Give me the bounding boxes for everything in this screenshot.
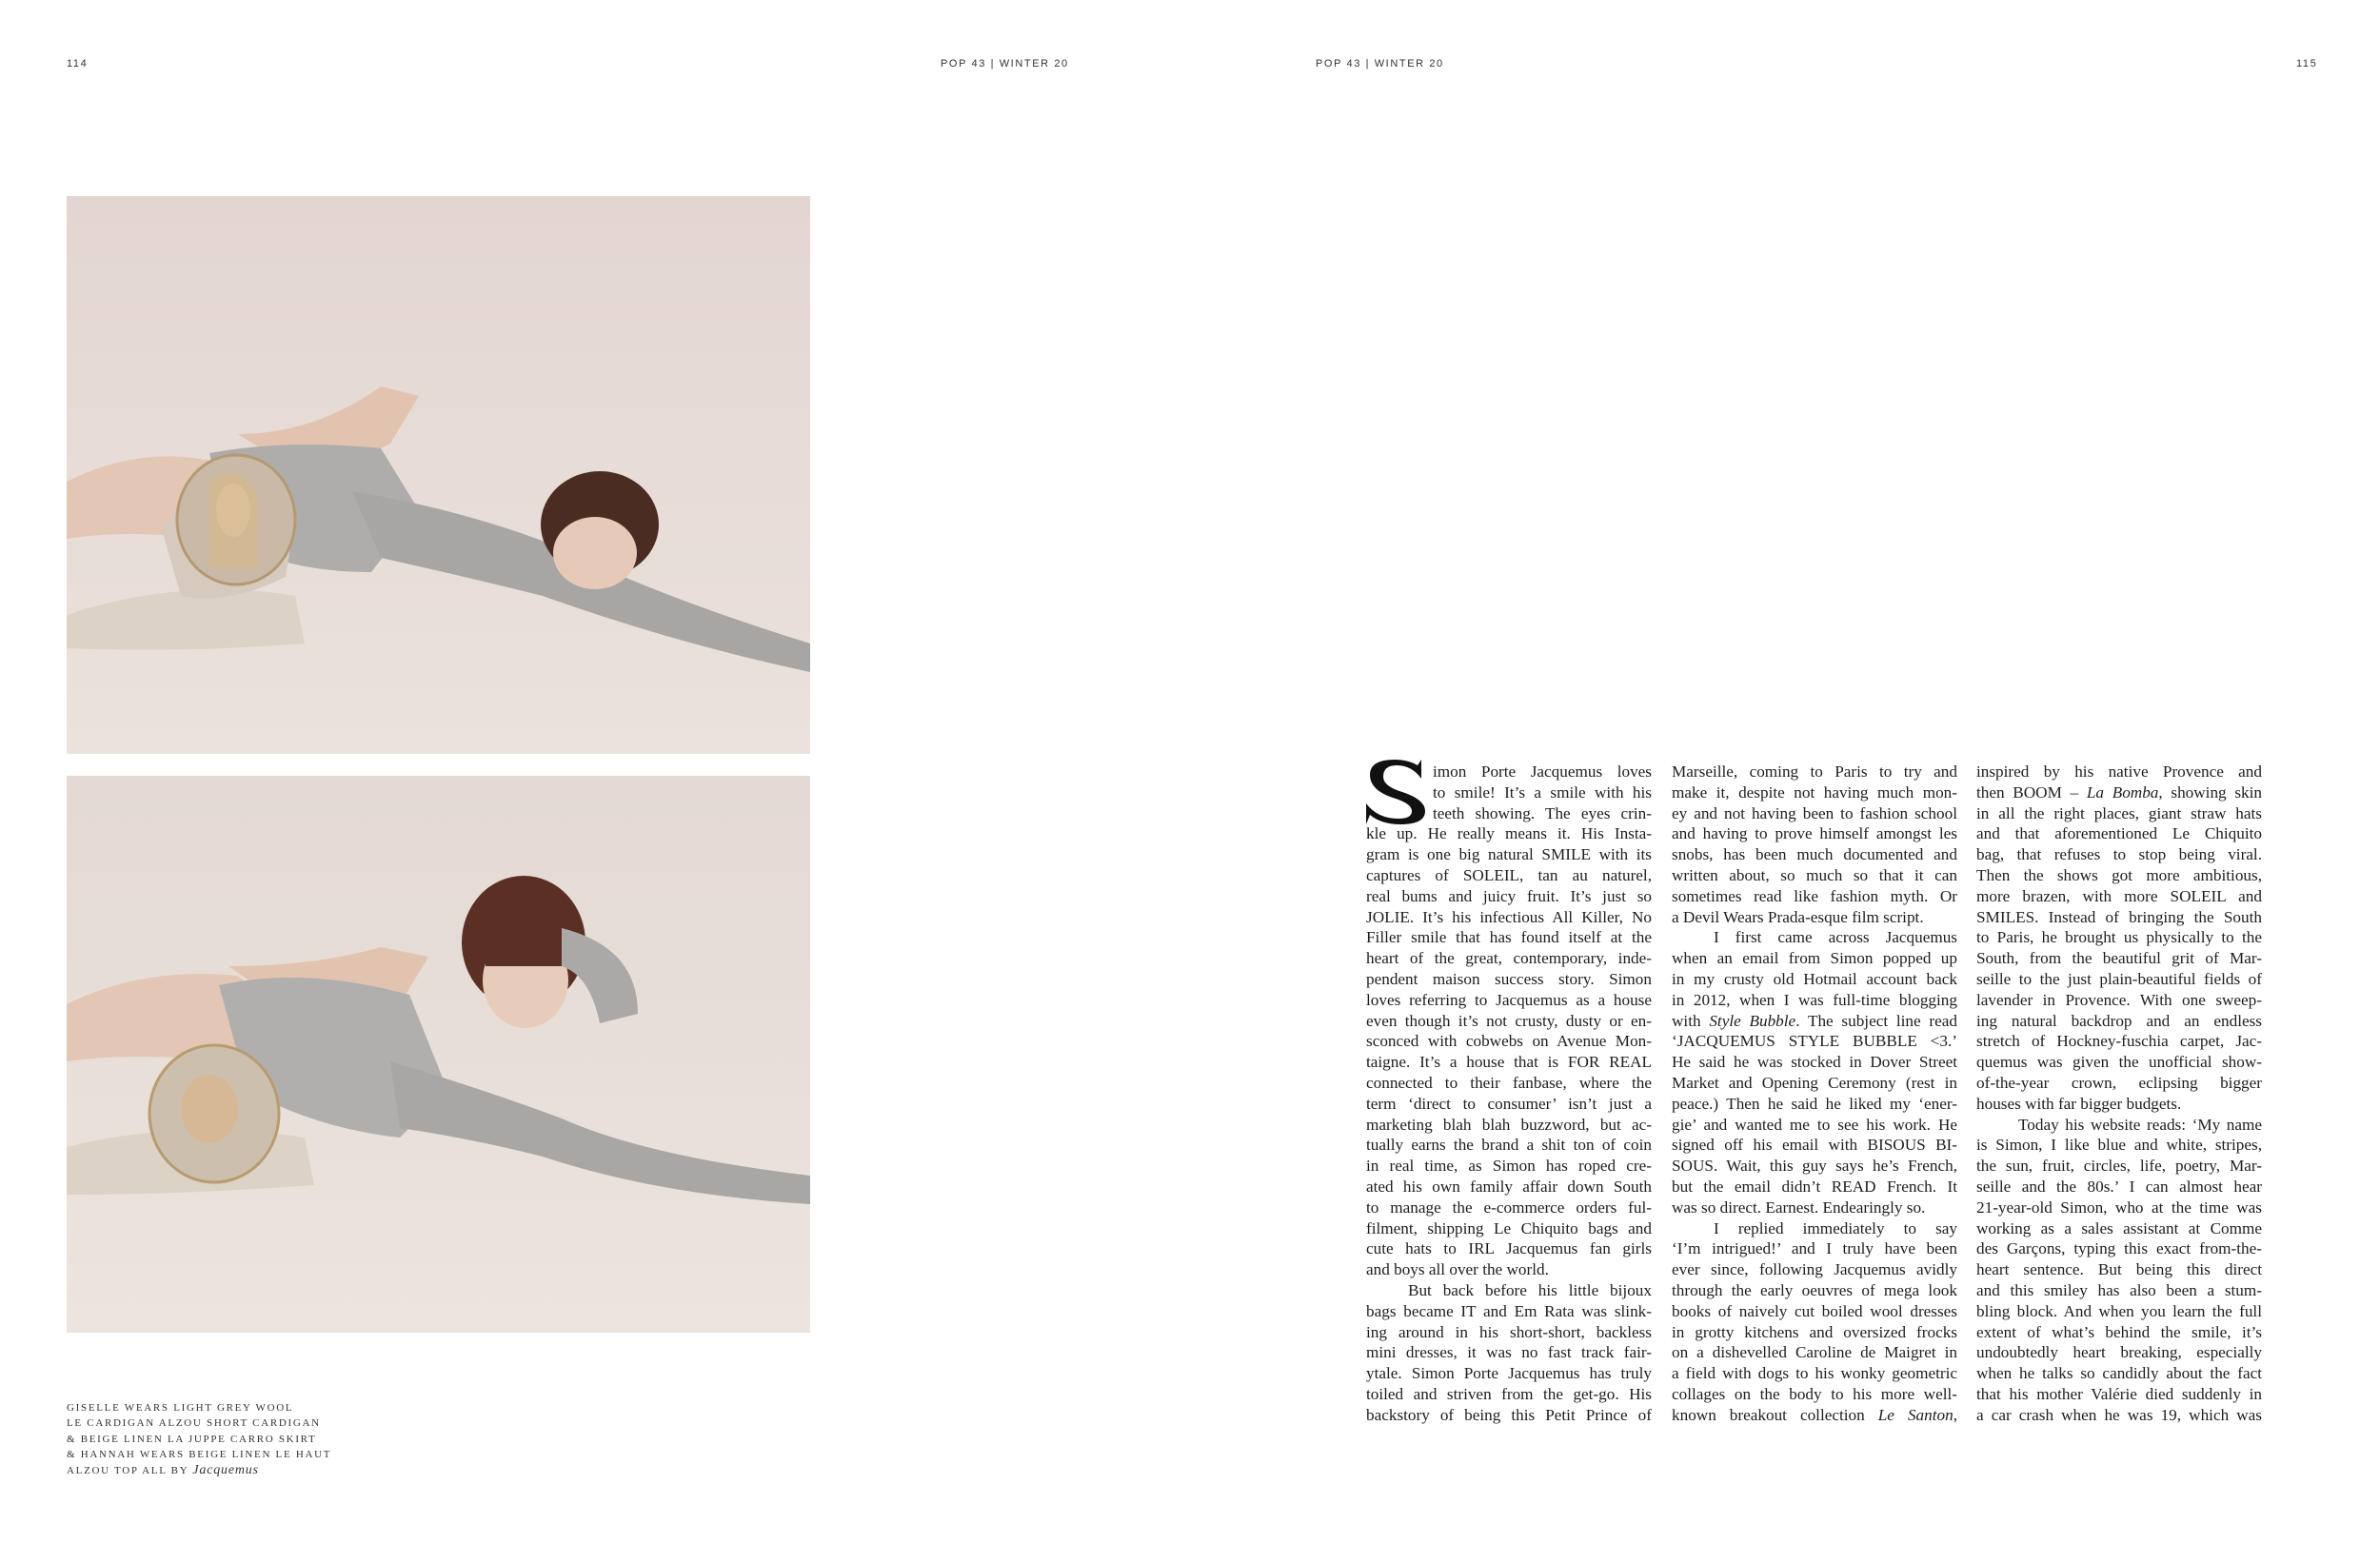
article-line: collages on the body to his more well- xyxy=(1672,1384,1957,1403)
article-line: snobs, has been much documented and xyxy=(1672,845,1957,864)
article-line: ytale. Simon Porte Jacquemus has truly xyxy=(1366,1364,1652,1383)
article-line: a field with dogs to his wonky geometric xyxy=(1672,1364,1957,1383)
article-line: to Paris, he brought us physically to the xyxy=(1976,928,2262,947)
article-line: Marseille, coming to Paris to try and xyxy=(1672,762,1957,781)
article-line: seille to the just plain-beautiful fields of xyxy=(1976,969,2262,988)
article-line: tually earns the brand a shit ton of coin xyxy=(1366,1136,1652,1155)
left-running-title: POP 43 | WINTER 20 xyxy=(941,58,1069,69)
article-column-1 xyxy=(1366,762,1652,1426)
article-line: quemus was given the unofficial show- xyxy=(1976,1053,2262,1072)
article-line: 21-year-old Simon, who at the time was xyxy=(1976,1198,2262,1217)
line-segment: known breakout collection xyxy=(1672,1405,1878,1424)
article-line: signed off his email with BISOUS BI- xyxy=(1672,1136,1957,1155)
article-line: captures of SOLEIL, tan au naturel, xyxy=(1366,865,1652,884)
article-line: imon Porte Jacquemus loves xyxy=(1433,762,1652,781)
article-line: to manage the e-commerce orders ful- xyxy=(1366,1198,1652,1217)
article-line: ing around in his short-short, backless xyxy=(1366,1322,1652,1341)
article-line: real bums and juicy fruit. It’s just so xyxy=(1366,886,1652,905)
article-line: books of naively cut boiled wool dresses xyxy=(1672,1301,1957,1320)
caption-brand: Jacquemus xyxy=(192,1462,259,1477)
article-line: stretch of Hockney-fuschia carpet, Jac- xyxy=(1976,1032,2262,1051)
line-segment: , xyxy=(1953,1405,1957,1424)
article-line: and this smiley has also been a stum- xyxy=(1976,1280,2262,1299)
article-line: seille and the 80s.’ I can almost hear xyxy=(1976,1177,2262,1196)
article-line xyxy=(1672,1405,1957,1426)
article-line: written about, so much so that it can xyxy=(1672,865,1957,884)
article-line: I first came across Jacquemus xyxy=(1714,928,1957,947)
article-line: extent of what’s behind the smile, it’s xyxy=(1976,1322,2262,1341)
article-line: a Devil Wears Prada-esque film script. xyxy=(1672,907,1924,926)
article-line: in 2012, when I was full-time blogging xyxy=(1672,990,1957,1009)
article-line: undoubtedly heart breaking, especially xyxy=(1976,1343,2262,1362)
article-line: ey and not having been to fashion school xyxy=(1672,803,1957,822)
article-line: a car crash when he was 19, which was xyxy=(1976,1405,2262,1424)
article-line: Today his website reads: ‘My name xyxy=(2018,1115,2262,1134)
caption-line-text: ALZOU TOP ALL BY xyxy=(67,1464,188,1476)
caption-line xyxy=(67,1463,331,1478)
article-line: gie’ and wanted me to see his work. He xyxy=(1672,1115,1957,1134)
line-segment: with xyxy=(1672,1011,1710,1030)
article-line: sometimes read like fashion myth. Or xyxy=(1672,886,1957,905)
article-line: SMILES. Instead of bringing the South xyxy=(1976,907,2262,926)
fashion-photo-reclining-1 xyxy=(67,196,810,754)
article-line: South, from the beautiful grit of Mar- xyxy=(1976,949,2262,968)
article-line: ‘JACQUEMUS STYLE BUBBLE <3.’ xyxy=(1672,1032,1957,1051)
article-line: when an email from Simon popped up xyxy=(1672,949,1957,968)
article-line: of-the-year crown, eclipsing bigger xyxy=(1976,1073,2262,1092)
article-line: bags became IT and Em Rata was slink- xyxy=(1366,1301,1652,1320)
article-line: peace.) Then he said he liked my ‘ener- xyxy=(1672,1094,1957,1113)
article-line: gram is one big natural SMILE with its xyxy=(1366,845,1652,864)
article-line: in real time, as Simon has roped cre- xyxy=(1366,1157,1652,1176)
article-line: in my crusty old Hotmail account back xyxy=(1672,969,1957,988)
article-line: term ‘direct to consumer’ isn’t just a xyxy=(1366,1094,1652,1113)
article-line: was so direct. Earnest. Endearingly so. xyxy=(1672,1198,1926,1217)
article-line: ‘I’m intrigued!’ and I truly have been xyxy=(1672,1239,1957,1258)
article-line: ated his own family affair down South xyxy=(1366,1177,1652,1196)
article-line: through the early oeuvres of mega look xyxy=(1672,1280,1957,1299)
article-line: mini dresses, it was no fast track fair- xyxy=(1366,1343,1652,1362)
article-line: is Simon, I like blue and white, stripes, xyxy=(1976,1136,2262,1155)
right-running-title: POP 43 | WINTER 20 xyxy=(1316,58,1444,69)
drop-cap-s xyxy=(1364,758,1429,824)
article-line: Then the shows got more ambitious, xyxy=(1976,865,2262,884)
article-line: ever since, following Jacquemus avidly xyxy=(1672,1260,1957,1279)
article-line: bling block. And when you learn the full xyxy=(1976,1301,2262,1320)
article-line: inspired by his native Provence and xyxy=(1976,762,2262,781)
line-segment: , showing skin xyxy=(2158,782,2262,802)
article-line: and boys all over the world. xyxy=(1366,1260,1549,1279)
right-page-number: 115 xyxy=(2296,58,2318,69)
caption-line: LE CARDIGAN ALZOU SHORT CARDIGAN xyxy=(67,1417,321,1430)
fashion-photo-reclining-2 xyxy=(67,776,810,1333)
italic-title: Style Bubble xyxy=(1709,1011,1796,1030)
line-segment: . The subject line read xyxy=(1795,1011,1957,1030)
article-line: He said he was stocked in Dover Street xyxy=(1672,1053,1957,1072)
article-line: make it, despite not having much mon- xyxy=(1672,782,1957,802)
article-line: I replied immediately to say xyxy=(1714,1218,1957,1237)
article-column-2 xyxy=(1672,762,1957,1426)
article-line: filment, shipping Le Chiquito bags and xyxy=(1366,1218,1652,1237)
article-line: on a dishevelled Caroline de Maigret in xyxy=(1672,1343,1957,1362)
article-line: and having to prove himself amongst les xyxy=(1672,824,1957,843)
article-line: toiled and striven from the get-go. His xyxy=(1366,1384,1652,1403)
article-line: teeth showing. The eyes crin- xyxy=(1433,803,1652,822)
article-line: ing natural backdrop and an endless xyxy=(1976,1011,2262,1030)
article-line: that his mother Valérie died suddenly in xyxy=(1976,1384,2262,1403)
article-line: more brazen, with more SOLEIL and xyxy=(1976,886,2262,905)
article-line: des Garçons, typing this exact from-the- xyxy=(1976,1239,2262,1258)
article-line: Market and Opening Ceremony (rest in xyxy=(1672,1073,1957,1092)
article-line: even though it’s not crusty, dusty or en- xyxy=(1366,1011,1652,1030)
caption-line: & HANNAH WEARS BEIGE LINEN LE HAUT xyxy=(67,1449,332,1461)
article-line: heart of the great, contemporary, inde- xyxy=(1366,949,1652,968)
article-line: sconced with cobwebs on Avenue Mon- xyxy=(1366,1032,1652,1051)
article-line: But back before his little bijoux xyxy=(1408,1280,1652,1299)
article-column-3 xyxy=(1976,762,2262,1426)
article-line: houses with far bigger budgets. xyxy=(1976,1094,2182,1113)
article-line: in all the right places, giant straw hats xyxy=(1976,803,2262,822)
article-line: in grotty kitchens and oversized frocks xyxy=(1672,1322,1957,1341)
article-line: heart sentence. But being this direct xyxy=(1976,1260,2262,1279)
article-line: pendent maison success story. Simon xyxy=(1366,969,1652,988)
article-line xyxy=(1976,782,2262,803)
article-line: lavender in Provence. With one sweep- xyxy=(1976,990,2262,1009)
left-page-number: 114 xyxy=(67,58,89,69)
article-line: but the email didn’t READ French. It xyxy=(1672,1177,1957,1196)
article-line: loves referring to Jacquemus as a house xyxy=(1366,990,1652,1009)
article-line: backstory of being this Petit Prince of xyxy=(1366,1405,1652,1424)
article-line: connected to their fanbase, where the xyxy=(1366,1073,1652,1092)
caption-line: GISELLE WEARS LIGHT GREY WOOL xyxy=(67,1402,294,1414)
article-line: bag, that refuses to stop being viral. xyxy=(1976,845,2262,864)
article-line: the sun, fruit, circles, life, poetry, Mar- xyxy=(1976,1157,2262,1176)
article-line: kle up. He really means it. His Insta- xyxy=(1366,824,1652,843)
article-line: and that aforementioned Le Chiquito xyxy=(1976,824,2262,843)
italic-title: Le Santon xyxy=(1877,1405,1954,1424)
article-line: Filler smile that has found itself at the xyxy=(1366,928,1652,947)
italic-title: La Bomba xyxy=(2086,782,2159,802)
article-line: working as a sales assistant at Comme xyxy=(1976,1218,2262,1237)
article-line: JOLIE. It’s his infectious All Killer, No xyxy=(1366,907,1652,926)
article-line: SOUS. Wait, this guy says he’s French, xyxy=(1672,1157,1957,1176)
article-line: marketing blah blah buzzword, but ac- xyxy=(1366,1115,1652,1134)
article-line: taigne. It’s a house that is FOR REAL xyxy=(1366,1053,1652,1072)
article-line xyxy=(1672,1011,1957,1032)
photo-caption xyxy=(67,1400,331,1478)
caption-line: & BEIGE LINEN LA JUPPE CARRO SKIRT xyxy=(67,1433,317,1445)
line-segment: then BOOM – xyxy=(1976,782,2087,802)
article-line: to smile! It’s a smile with his xyxy=(1433,782,1652,802)
article-line: when he talks so candidly about the fact xyxy=(1976,1364,2262,1383)
article-line: cute hats to IRL Jacquemus fan girls xyxy=(1366,1239,1652,1258)
